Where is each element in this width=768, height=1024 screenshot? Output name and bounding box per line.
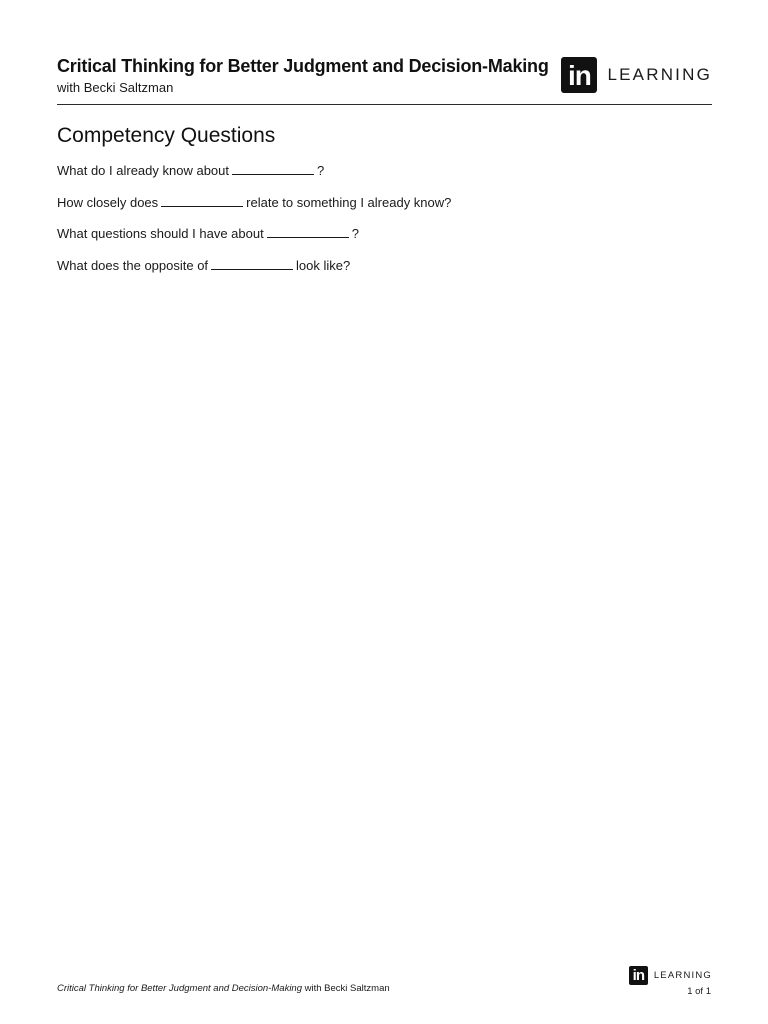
footer-course-title: Critical Thinking for Better Judgment and Decision-Making [57,983,302,994]
question-item [57,162,451,194]
page-header [57,56,712,105]
document-subtitle: with Becki Saltzman [57,80,174,95]
question-text-before: What does the opposite of [57,257,209,273]
fill-in-blank [267,225,349,238]
linkedin-learning-logo [561,57,712,93]
section-heading: Competency Questions [57,124,276,147]
question-text-after: relate to something I already know? [246,194,452,210]
question-text-after: ? [317,163,325,178]
question-text-before: What questions should I have about [57,226,264,241]
question-item [57,194,451,226]
question-text-after: ? [351,226,359,241]
question-text-before: What do I already know about [57,163,229,178]
question-list [57,162,451,288]
question-item [57,257,451,289]
fill-in-blank [161,194,243,207]
fill-in-blank [232,162,314,175]
footer-author: with Becki Saltzman [304,983,390,994]
document-title: Critical Thinking for Better Judgment and Decision-Making [57,56,549,76]
linkedin-icon: in [561,57,597,93]
footer-brand-wordmark: LEARNING [653,970,712,981]
footer-course-credit [57,983,390,994]
fill-in-blank [211,257,293,270]
brand-wordmark: LEARNING [607,65,712,84]
question-item [57,225,451,257]
question-text-before: How closely does [57,194,159,210]
question-text-after: look like? [296,257,351,273]
linkedin-icon: in [629,966,648,985]
page-count: 1 of 1 [687,986,711,997]
footer-linkedin-learning-logo [629,966,712,985]
